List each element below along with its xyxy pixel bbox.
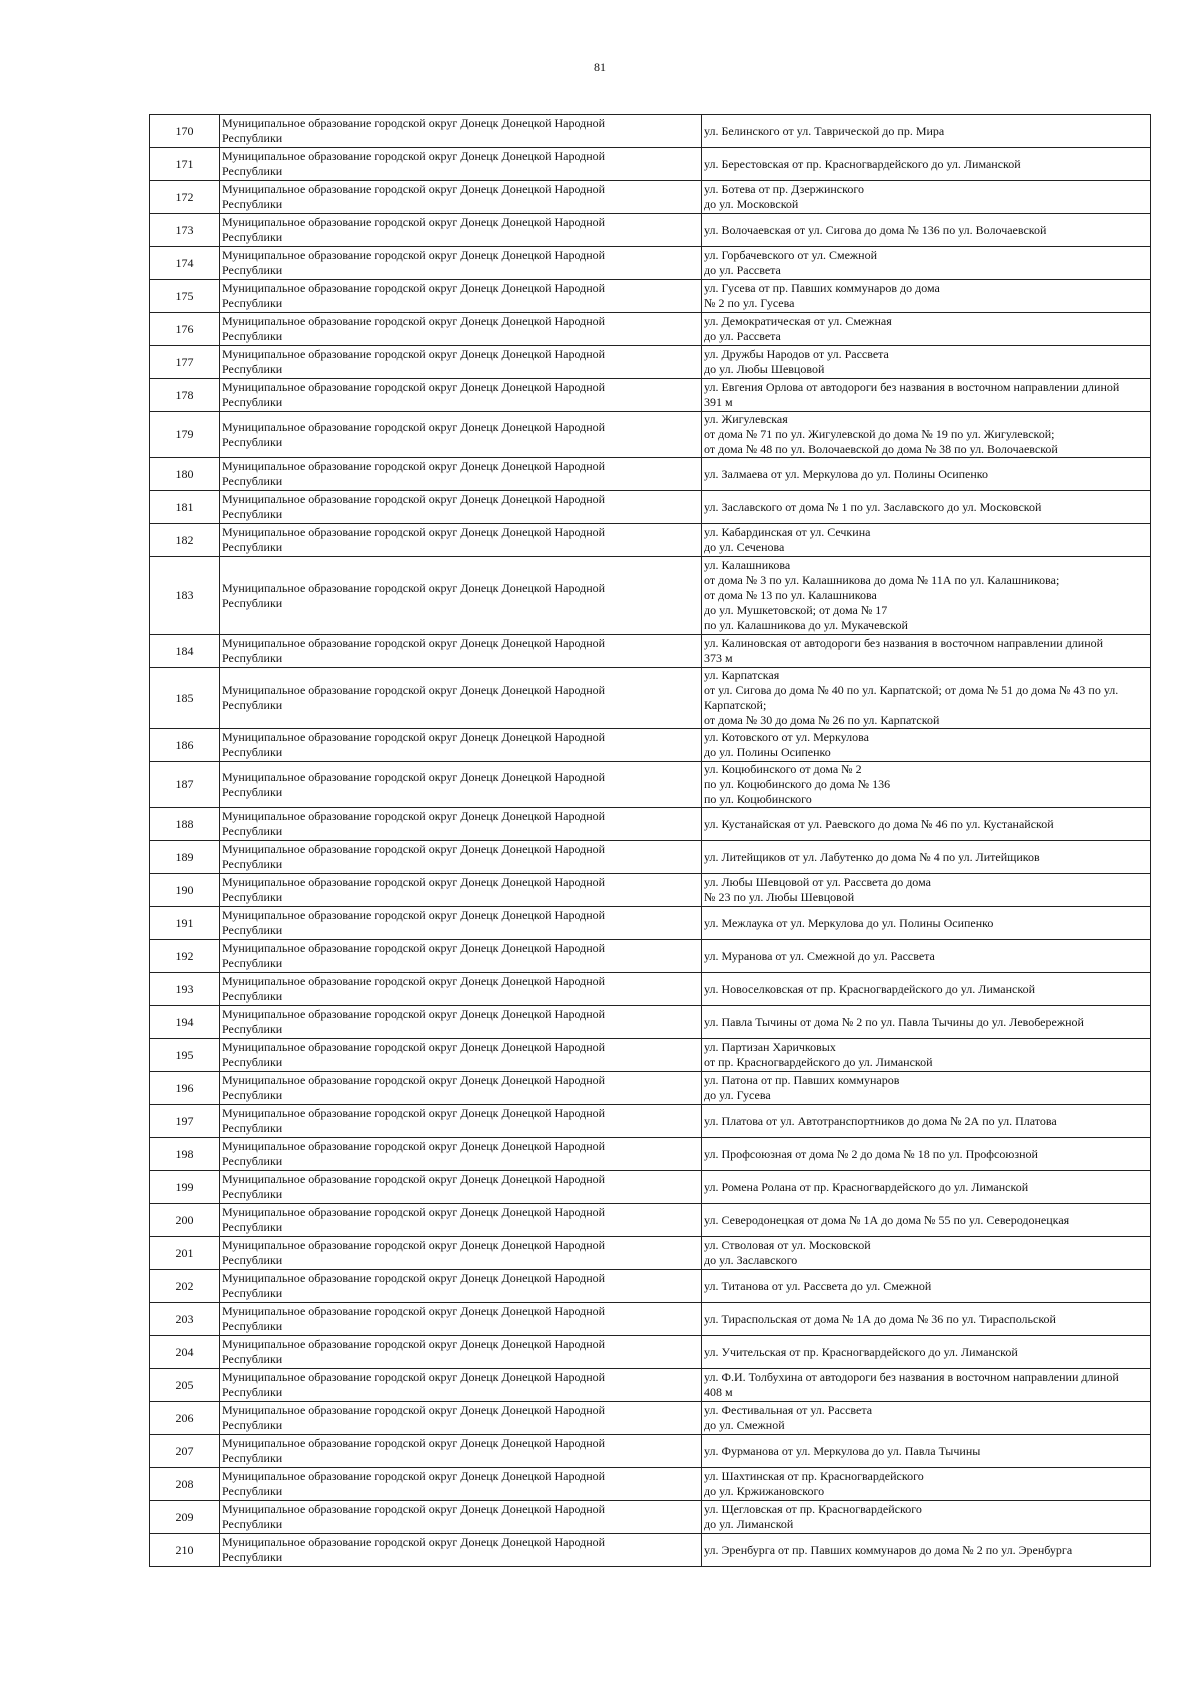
- road-description-cell: ул. Новоселковская от пр. Красногвардейского до ул. Лиманской: [702, 973, 1151, 1006]
- road-description-cell: ул. Муранова от ул. Смежной до ул. Рассвета: [702, 940, 1151, 973]
- table-row: [150, 1204, 1151, 1237]
- table-row: [150, 762, 1151, 808]
- municipality-cell: Муниципальное образование городской округ Донецк Донецкой Народной Республики: [220, 940, 702, 973]
- road-description-cell: ул. Тираспольская от дома № 1А до дома № 36 по ул. Тираспольской: [702, 1303, 1151, 1336]
- road-description-cell: ул. Ромена Ролана от пр. Красногвардейского до ул. Лиманской: [702, 1171, 1151, 1204]
- table-row: [150, 313, 1151, 346]
- table-row: [150, 907, 1151, 940]
- municipality-cell: Муниципальное образование городской округ Донецк Донецкой Народной Республики: [220, 181, 702, 214]
- road-description-cell: ул. Заславского от дома № 1 по ул. Заславского до ул. Московской: [702, 491, 1151, 524]
- table-row: [150, 940, 1151, 973]
- municipality-cell: Муниципальное образование городской округ Донецк Донецкой Народной Республики: [220, 808, 702, 841]
- road-description-cell: ул. Гусева от пр. Павших коммунаров до дома № 2 по ул. Гусева: [702, 280, 1151, 313]
- municipality-cell: Муниципальное образование городской округ Донецк Донецкой Народной Республики: [220, 729, 702, 762]
- row-number: 172: [150, 181, 220, 214]
- table-row: [150, 973, 1151, 1006]
- road-description-cell: ул. Калиновская от автодороги без названия в восточном направлении длиной 373 м: [702, 635, 1151, 668]
- table-row: [150, 808, 1151, 841]
- roads-table: [149, 114, 1151, 1567]
- row-number: 180: [150, 458, 220, 491]
- municipality-cell: Муниципальное образование городской округ Донецк Донецкой Народной Республики: [220, 1138, 702, 1171]
- municipality-cell: Муниципальное образование городской округ Донецк Донецкой Народной Республики: [220, 379, 702, 412]
- municipality-cell: Муниципальное образование городской округ Донецк Донецкой Народной Республики: [220, 412, 702, 458]
- row-number: 210: [150, 1534, 220, 1567]
- road-description-cell: ул. Фестивальная от ул. Рассвета до ул. Смежной: [702, 1402, 1151, 1435]
- road-description-cell: ул. Стволовая от ул. Московской до ул. Заславского: [702, 1237, 1151, 1270]
- municipality-cell: Муниципальное образование городской округ Донецк Донецкой Народной Республики: [220, 1171, 702, 1204]
- row-number: 200: [150, 1204, 220, 1237]
- table-row: [150, 115, 1151, 148]
- road-description-cell: ул. Межлаука от ул. Меркулова до ул. Полины Осипенко: [702, 907, 1151, 940]
- row-number: 204: [150, 1336, 220, 1369]
- page-number: 81: [594, 60, 606, 74]
- municipality-cell: Муниципальное образование городской округ Донецк Донецкой Народной Республики: [220, 280, 702, 313]
- road-description-cell: ул. Берестовская от пр. Красногвардейского до ул. Лиманской: [702, 148, 1151, 181]
- table-row: [150, 1468, 1151, 1501]
- row-number: 183: [150, 557, 220, 635]
- row-number: 187: [150, 762, 220, 808]
- road-description-cell: ул. Шахтинская от пр. Красногвардейского до ул. Кржижановского: [702, 1468, 1151, 1501]
- table-row: [150, 1402, 1151, 1435]
- municipality-cell: Муниципальное образование городской округ Донецк Донецкой Народной Республики: [220, 1534, 702, 1567]
- municipality-cell: Муниципальное образование городской округ Донецк Донецкой Народной Республики: [220, 841, 702, 874]
- road-description-cell: ул. Кустанайская от ул. Раевского до дома № 46 по ул. Кустанайской: [702, 808, 1151, 841]
- road-description-cell: ул. Горбачевского от ул. Смежной до ул. Рассвета: [702, 247, 1151, 280]
- table-row: [150, 635, 1151, 668]
- row-number: 199: [150, 1171, 220, 1204]
- municipality-cell: Муниципальное образование городской округ Донецк Донецкой Народной Республики: [220, 635, 702, 668]
- table-row: [150, 1336, 1151, 1369]
- row-number: 197: [150, 1105, 220, 1138]
- road-description-cell: ул. Учительская от пр. Красногвардейского до ул. Лиманской: [702, 1336, 1151, 1369]
- row-number: 173: [150, 214, 220, 247]
- municipality-cell: Муниципальное образование городской округ Донецк Донецкой Народной Республики: [220, 148, 702, 181]
- municipality-cell: Муниципальное образование городской округ Донецк Донецкой Народной Республики: [220, 762, 702, 808]
- municipality-cell: Муниципальное образование городской округ Донецк Донецкой Народной Республики: [220, 1369, 702, 1402]
- municipality-cell: Муниципальное образование городской округ Донецк Донецкой Народной Республики: [220, 1435, 702, 1468]
- road-description-cell: ул. Кабардинская от ул. Сечкина до ул. Сеченова: [702, 524, 1151, 557]
- row-number: 188: [150, 808, 220, 841]
- row-number: 175: [150, 280, 220, 313]
- row-number: 198: [150, 1138, 220, 1171]
- table-row: [150, 729, 1151, 762]
- road-description-cell: ул. Калашникова от дома № 3 по ул. Калашникова до дома № 11А по ул. Калашникова; от дома № 13 по ул. Калашникова до ул. Мушкетовской; от дома № 17 по ул. Калашникова до ул. Мукачевской: [702, 557, 1151, 635]
- table-row: [150, 1303, 1151, 1336]
- table-row: [150, 280, 1151, 313]
- road-description-cell: ул. Эренбурга от пр. Павших коммунаров до дома № 2 по ул. Эренбурга: [702, 1534, 1151, 1567]
- road-description-cell: ул. Платова от ул. Автотранспортников до дома № 2А по ул. Платова: [702, 1105, 1151, 1138]
- municipality-cell: Муниципальное образование городской округ Донецк Донецкой Народной Республики: [220, 1039, 702, 1072]
- table-row: [150, 1138, 1151, 1171]
- municipality-cell: Муниципальное образование городской округ Донецк Донецкой Народной Республики: [220, 1270, 702, 1303]
- road-description-cell: ул. Котовского от ул. Меркулова до ул. Полины Осипенко: [702, 729, 1151, 762]
- municipality-cell: Муниципальное образование городской округ Донецк Донецкой Народной Республики: [220, 247, 702, 280]
- row-number: 171: [150, 148, 220, 181]
- road-description-cell: ул. Партизан Харичковых от пр. Красногвардейского до ул. Лиманской: [702, 1039, 1151, 1072]
- table-row: [150, 412, 1151, 458]
- row-number: 186: [150, 729, 220, 762]
- road-description-cell: ул. Ботева от пр. Дзержинского до ул. Московской: [702, 181, 1151, 214]
- table-row: [150, 458, 1151, 491]
- municipality-cell: Муниципальное образование городской округ Донецк Донецкой Народной Республики: [220, 1204, 702, 1237]
- row-number: 203: [150, 1303, 220, 1336]
- municipality-cell: Муниципальное образование городской округ Донецк Донецкой Народной Республики: [220, 1336, 702, 1369]
- table-row: [150, 181, 1151, 214]
- road-description-cell: ул. Ф.И. Толбухина от автодороги без названия в восточном направлении длиной 408 м: [702, 1369, 1151, 1402]
- road-description-cell: ул. Щегловская от пр. Красногвардейского до ул. Лиманской: [702, 1501, 1151, 1534]
- table-row: [150, 1435, 1151, 1468]
- table-row: [150, 841, 1151, 874]
- road-description-cell: ул. Северодонецкая от дома № 1А до дома № 55 по ул. Северодонецкая: [702, 1204, 1151, 1237]
- municipality-cell: Муниципальное образование городской округ Донецк Донецкой Народной Республики: [220, 1303, 702, 1336]
- row-number: 207: [150, 1435, 220, 1468]
- road-description-cell: ул. Волочаевская от ул. Сигова до дома № 136 по ул. Волочаевской: [702, 214, 1151, 247]
- row-number: 195: [150, 1039, 220, 1072]
- row-number: 192: [150, 940, 220, 973]
- table-row: [150, 148, 1151, 181]
- municipality-cell: Муниципальное образование городской округ Донецк Донецкой Народной Республики: [220, 1072, 702, 1105]
- table-row: [150, 1006, 1151, 1039]
- municipality-cell: Муниципальное образование городской округ Донецк Донецкой Народной Республики: [220, 1501, 702, 1534]
- municipality-cell: Муниципальное образование городской округ Донецк Донецкой Народной Республики: [220, 973, 702, 1006]
- table-row: [150, 247, 1151, 280]
- municipality-cell: Муниципальное образование городской округ Донецк Донецкой Народной Республики: [220, 491, 702, 524]
- road-description-cell: ул. Литейщиков от ул. Лабутенко до дома № 4 по ул. Литейщиков: [702, 841, 1151, 874]
- road-description-cell: ул. Карпатская от ул. Сигова до дома № 40 по ул. Карпатской; от дома № 51 до дома № 43 по ул. Карпатской; от дома № 30 до дома № 26 по ул. Карпатской: [702, 668, 1151, 729]
- road-description-cell: ул. Дружбы Народов от ул. Рассвета до ул. Любы Шевцовой: [702, 346, 1151, 379]
- table-row: [150, 1039, 1151, 1072]
- municipality-cell: Муниципальное образование городской округ Донецк Донецкой Народной Республики: [220, 458, 702, 491]
- table-row: [150, 379, 1151, 412]
- table-row: [150, 346, 1151, 379]
- row-number: 194: [150, 1006, 220, 1039]
- municipality-cell: Муниципальное образование городской округ Донецк Донецкой Народной Республики: [220, 1105, 702, 1138]
- row-number: 206: [150, 1402, 220, 1435]
- row-number: 176: [150, 313, 220, 346]
- table-row: [150, 1171, 1151, 1204]
- municipality-cell: Муниципальное образование городской округ Донецк Донецкой Народной Республики: [220, 1006, 702, 1039]
- road-description-cell: ул. Профсоюзная от дома № 2 до дома № 18 по ул. Профсоюзной: [702, 1138, 1151, 1171]
- row-number: 177: [150, 346, 220, 379]
- road-description-cell: ул. Евгения Орлова от автодороги без названия в восточном направлении длиной 391 м: [702, 379, 1151, 412]
- road-description-cell: ул. Фурманова от ул. Меркулова до ул. Павла Тычины: [702, 1435, 1151, 1468]
- road-description-cell: ул. Патона от пр. Павших коммунаров до ул. Гусева: [702, 1072, 1151, 1105]
- table-row: [150, 1072, 1151, 1105]
- municipality-cell: Муниципальное образование городской округ Донецк Донецкой Народной Республики: [220, 214, 702, 247]
- row-number: 190: [150, 874, 220, 907]
- road-description-cell: ул. Титанова от ул. Рассвета до ул. Смежной: [702, 1270, 1151, 1303]
- municipality-cell: Муниципальное образование городской округ Донецк Донецкой Народной Республики: [220, 346, 702, 379]
- row-number: 208: [150, 1468, 220, 1501]
- row-number: 181: [150, 491, 220, 524]
- table-row: [150, 1369, 1151, 1402]
- table-row: [150, 1534, 1151, 1567]
- road-description-cell: ул. Жигулевская от дома № 71 по ул. Жигулевской до дома № 19 по ул. Жигулевской; от дома № 48 по ул. Волочаевской до дома № 38 по ул. Волочаевской: [702, 412, 1151, 458]
- municipality-cell: Муниципальное образование городской округ Донецк Донецкой Народной Республики: [220, 1468, 702, 1501]
- municipality-cell: Муниципальное образование городской округ Донецк Донецкой Народной Республики: [220, 1237, 702, 1270]
- row-number: 184: [150, 635, 220, 668]
- table-row: [150, 524, 1151, 557]
- table-row: [150, 668, 1151, 729]
- table-row: [150, 1270, 1151, 1303]
- row-number: 185: [150, 668, 220, 729]
- row-number: 174: [150, 247, 220, 280]
- roads-table-body: [150, 115, 1151, 1567]
- table-row: [150, 214, 1151, 247]
- road-description-cell: ул. Демократическая от ул. Смежная до ул. Рассвета: [702, 313, 1151, 346]
- row-number: 170: [150, 115, 220, 148]
- row-number: 179: [150, 412, 220, 458]
- municipality-cell: Муниципальное образование городской округ Донецк Донецкой Народной Республики: [220, 313, 702, 346]
- table-row: [150, 1237, 1151, 1270]
- row-number: 196: [150, 1072, 220, 1105]
- municipality-cell: Муниципальное образование городской округ Донецк Донецкой Народной Республики: [220, 524, 702, 557]
- row-number: 205: [150, 1369, 220, 1402]
- row-number: 193: [150, 973, 220, 1006]
- municipality-cell: Муниципальное образование городской округ Донецк Донецкой Народной Республики: [220, 668, 702, 729]
- row-number: 191: [150, 907, 220, 940]
- road-description-cell: ул. Белинского от ул. Таврической до пр. Мира: [702, 115, 1151, 148]
- table-row: [150, 1501, 1151, 1534]
- row-number: 182: [150, 524, 220, 557]
- municipality-cell: Муниципальное образование городской округ Донецк Донецкой Народной Республики: [220, 115, 702, 148]
- table-row: [150, 874, 1151, 907]
- row-number: 189: [150, 841, 220, 874]
- road-description-cell: ул. Коцюбинского от дома № 2 по ул. Коцюбинского до дома № 136 по ул. Коцюбинского: [702, 762, 1151, 808]
- row-number: 178: [150, 379, 220, 412]
- road-description-cell: ул. Залмаева от ул. Меркулова до ул. Полины Осипенко: [702, 458, 1151, 491]
- row-number: 202: [150, 1270, 220, 1303]
- table-row: [150, 557, 1151, 635]
- municipality-cell: Муниципальное образование городской округ Донецк Донецкой Народной Республики: [220, 1402, 702, 1435]
- road-description-cell: ул. Любы Шевцовой от ул. Рассвета до дома № 23 по ул. Любы Шевцовой: [702, 874, 1151, 907]
- road-description-cell: ул. Павла Тычины от дома № 2 по ул. Павла Тычины до ул. Левобережной: [702, 1006, 1151, 1039]
- table-row: [150, 491, 1151, 524]
- table-row: [150, 1105, 1151, 1138]
- municipality-cell: Муниципальное образование городской округ Донецк Донецкой Народной Республики: [220, 557, 702, 635]
- municipality-cell: Муниципальное образование городской округ Донецк Донецкой Народной Республики: [220, 907, 702, 940]
- row-number: 209: [150, 1501, 220, 1534]
- row-number: 201: [150, 1237, 220, 1270]
- municipality-cell: Муниципальное образование городской округ Донецк Донецкой Народной Республики: [220, 874, 702, 907]
